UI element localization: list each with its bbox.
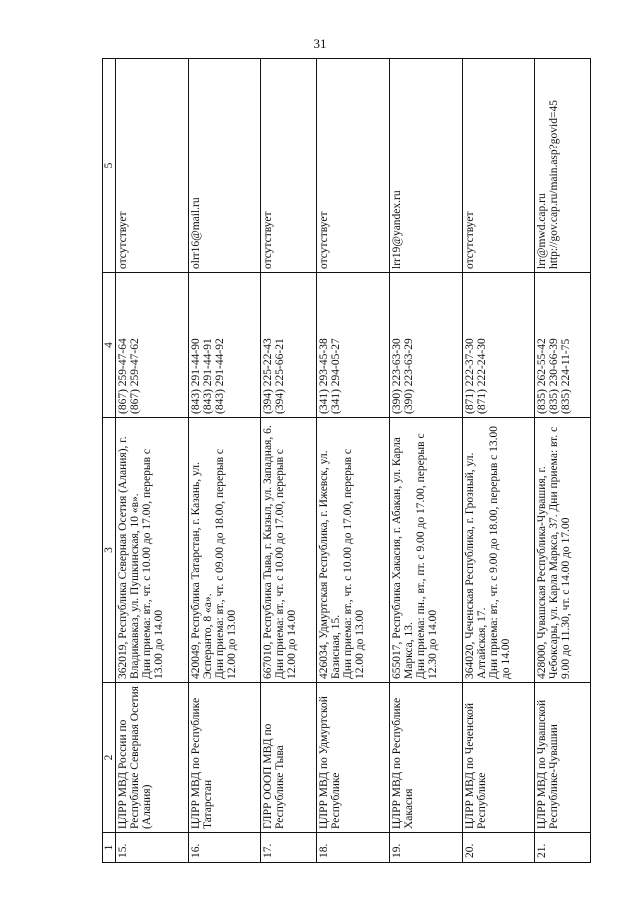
page-number: 31 <box>313 36 327 51</box>
table-row <box>261 59 317 863</box>
phone-numbers: (390) 223-63-30 (390) 223-63-29 <box>389 273 462 418</box>
email-contact: lrr@mwd.cap.ru http://gov.cap.ru/main.asp?govid=45 <box>535 59 591 273</box>
phone-numbers: (394) 225-22-43 (394) 225-66-21 <box>261 273 317 418</box>
header-col-1: 1 <box>103 833 116 863</box>
address-and-hours: 362019, Республика Северная Осетия (Алания), г. Владикавказ, ул. Пушкинская, 10 «в». Дни приема: вт., чт. с 10.00 до 17.00, перерыв с 13.00 до 14.00 <box>116 418 189 683</box>
table-row <box>535 59 591 863</box>
address-and-hours: 655017, Республика Хакасия, г. Абакан, ул. Карла Маркса, 13. Дни приема: пн., вт., пт. с 9.00 до 17.00, перерыв с 12.30 до 14.00 <box>389 418 462 683</box>
organization-name: ЦЛРР МВД по Чеченской Республике <box>462 683 535 833</box>
table-row <box>188 59 261 863</box>
header-col-5: 5 <box>103 59 116 273</box>
email-contact: lrr19@yandex.ru <box>389 59 462 273</box>
phone-numbers: (867) 259-47-64 (867) 259-47-62 <box>116 273 189 418</box>
email-contact: отсутствует <box>317 59 390 273</box>
phone-numbers: (843) 291-44-90 (843) 291-44-91 (843) 291-44-92 <box>188 273 261 418</box>
address-and-hours: 364020, Чеченская Республика, г. Грозный, ул. Алтайская, 17. Дни приема: вт., чт. с 9.00 до 18.00, перерыв с 13.00 до 14.00 <box>462 418 535 683</box>
phone-numbers: (341) 293-45-38 (341) 294-05-27 <box>317 273 390 418</box>
phone-numbers: (871) 222-37-30 (871) 222-24-30 <box>462 273 535 418</box>
email-contact: отсутствует <box>261 59 317 273</box>
organization-name: ЦЛРР МВД России по Республике Северная Осетия (Алания) <box>116 683 189 833</box>
header-col-3: 3 <box>103 418 116 683</box>
licensing-offices-table <box>102 58 591 863</box>
phone-numbers: (835) 262-55-42 (835) 230-66-39 (835) 224-11-75 <box>535 273 591 418</box>
organization-name: ГЛРР ОООП МВД по Республике Тыва <box>261 683 317 833</box>
row-number: 21. <box>535 833 591 863</box>
table-row <box>462 59 535 863</box>
address-and-hours: 667010, Республика Тыва, г. Кызыл, ул. Западная, 6. Дни приема: вт., чт. с 10.00 до 17.00, перерыв с 12.00 до 14.00 <box>261 418 317 683</box>
email-contact: отсутствует <box>462 59 535 273</box>
row-number: 19. <box>389 833 462 863</box>
rotated-table-container <box>102 58 591 863</box>
address-and-hours: 420049, Республика Татарстан, г. Казань, ул. Эсперанто, 8 «а». Дни приема: вт., чт. с 09.00 до 18.00, перерыв с 12.00 до 13.00 <box>188 418 261 683</box>
row-number: 20. <box>462 833 535 863</box>
email-contact: olrr16@mail.ru <box>188 59 261 273</box>
row-number: 17. <box>261 833 317 863</box>
organization-name: ЦЛРР МВД по Республике Татарстан <box>188 683 261 833</box>
row-number: 15. <box>116 833 189 863</box>
rotated-table-area <box>102 58 591 863</box>
address-and-hours: 426034, Удмуртская Республика, г. Ижевск, ул. Базисная, 15. Дни приема: вт., чт. с 10.00 до 17.00, перерыв с 12.00 до 13.00 <box>317 418 390 683</box>
organization-name: ЦЛРР МВД по Удмуртской Республике <box>317 683 390 833</box>
organization-name: ЦЛРР МВД по Чувашской Республике-Чувашии <box>535 683 591 833</box>
header-col-4: 4 <box>103 273 116 418</box>
row-number: 18. <box>317 833 390 863</box>
table-row <box>116 59 189 863</box>
table-row <box>389 59 462 863</box>
email-contact: отсутствует <box>116 59 189 273</box>
header-row <box>103 59 116 863</box>
table-row <box>317 59 390 863</box>
organization-name: ЦЛРР МВД по Республике Хакасия <box>389 683 462 833</box>
address-and-hours: 428000, Чувашская Республика-Чувашия, г. Чебоксары, ул. Карла Маркса, 37. Дни приема: вт. с 9.00 до 11.30, чт. с 14.00 до 17.00 <box>535 418 591 683</box>
row-number: 16. <box>188 833 261 863</box>
header-col-2: 2 <box>103 683 116 833</box>
